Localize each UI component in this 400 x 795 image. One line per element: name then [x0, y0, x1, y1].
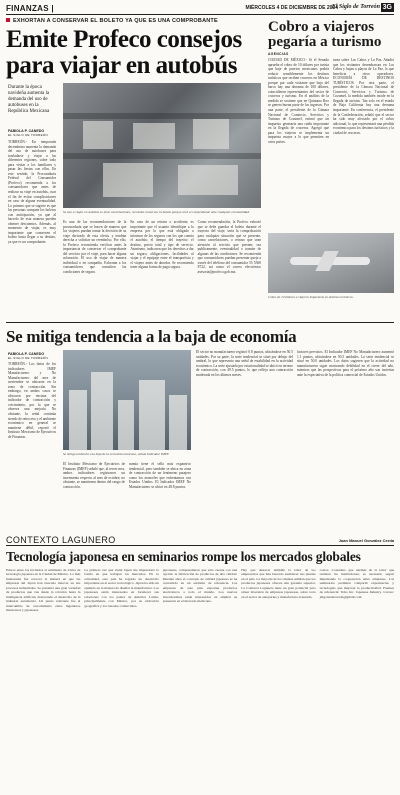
- column-text: Estuve entre los invitados al seminario de Cirtra de tecnología japonesa en la Ciudad de México. Lo más interesante fue conocer la manera en que las empresas del Japón han buscado innovar en sus procesos industriales. Se presentó una gran variedad de productos que van desde la robótica hasta la inteligencia artificial, destacando el desarrollo de la industria automotriz. Un punto relevante fue el intercambio de conocimiento entre ingenieros mexicanos y japoneses.: [6, 568, 81, 613]
- column-headline: Tecnología japonesa en seminarios rompe los mercados globales: [6, 549, 361, 564]
- column-text: japoneses, comprendieron que sólo cuenta con una opción: la fabricación de productos de alta calidad. Durante años el concepto de calidad japonesa se ha convertido en un estándar de referencia. Las empresas de este país exportan productos electrónicos a todo el mundo. Los nuevos inversionistas están interesados en ampliar su presencia en el mercado mexicano.: [162, 568, 238, 604]
- side-story-column: tarea sobre Los Cabos y La Paz. Añadió que los visitantes desembarcan en Los Cabos y bajan a playas de La Paz, lo que beneficia a otros operadores. ECONOMÍA DE DESTINOS TURÍSTICOS. Por otra parte, el presidente de la Cámara Nacional de Comercio, Servicios y Turismo de Cozumel, la medida también incide en la llegada de turistas. Tan solo en el estado de Baja California hay una derrama importante. En conferencia, el presidente de la Confederación, señaló que el sector ha sido muy afectado por el cobro adicional, lo que representará una pérdida económica para los destinos turísticos y la ciudad de cruceros.: [333, 58, 394, 135]
- column-body: [6, 568, 394, 613]
- column-text: La primera vez que visité Japón me impresionó la forma en que trabajan los mercados. En la actualidad, este país ha logrado un desarrollo importante en el sector tecnológico. Japón ha sido un ejemplo en la manera de diseñar la manufactura. Los japoneses están interesados en fortalecer sus relaciones con los países de América Latina, principalmente con México, por su ubicación geográfica y los tratados comerciales.: [84, 568, 159, 608]
- side-story-headline: Cobro a viajeros pegaría a turismo: [268, 19, 382, 50]
- main-story-headline: Emite Profeco consejos para viajar en autobús: [6, 26, 242, 79]
- main-story-column: Como recomendación, la Profeco exhortó que se debe guardar el boleto durante el trayecto del viaje, sería la comprobación para cualquier situación que se presente, como cancelaciones, o retraso que sean atención al servicio que presten; sea publicamente, eventualidad o tramite de algunas de las condiciones. Se recomienda que consumidores puedan presentar queja a través del teléfono del consumidor 55 5568 8722, así como el correo electrónico asesoria@profeco.gob.mx.: [197, 220, 261, 275]
- square-bullet-icon: [6, 18, 10, 22]
- main-story-columns: [63, 220, 261, 275]
- second-story-column: factores previstos. El Indicador IMEF No Manufacturero aumentó 1.1 puntos, ubicándose en 50.5 unidades. La serie tendencial se situó en 50.0 unidades. Los datos sugieren que la actividad no manufacturera sigue mostrando debilidad en el cierre del año, mientras que las perspectivas para el próximo año son inciertas ante la expectativa de la política comercial de Estados Unidos.: [297, 350, 394, 377]
- page-header: [6, 4, 394, 15]
- byline-author: FABIOLA P. CANEDO: [8, 352, 45, 356]
- photo-luggage: [83, 121, 113, 149]
- second-story-column: El Instituto Mexicano de Ejecutivos de Finanzas (IMEF) señaló que, al tercer mes, ambos indicadores registraron un incremento respecto al mes de octubre; no obstante, se mantienen dentro del rango de contracción.: [63, 462, 125, 489]
- side-story-column: CIUDAD DE MÉXICO.- Si el Senado aprueba el cobro de 10 dólares por turista que baje de puertos mexicanos podría reducir sensiblemente los destinos turísticos que reciben cruceros en México porque por cada visitante que baja del barco hay una derrama de 100 dólares, coincidieron representantes del sector de cruceros y turismo. En el análisis de la medida se sostiene que en Quintana Roo se genera buena parte de los ingresos. Por una parte, el presidente de la Cámara Nacional de Comercio, Servicios y Turismo de Cozumel, estimó que un impuesto generaría una caída importante en la llegada de cruceros. Agregó que para los viajeros se implementa un impuesto mayor a lo que permiten en otros países.: [268, 58, 329, 144]
- photo-building: [69, 390, 87, 450]
- main-story-kicker: [6, 18, 256, 24]
- section-divider: [6, 322, 394, 323]
- photo-luggage: [193, 119, 229, 149]
- kicker-text: EXHORTAN A CONSERVAR EL BOLETO YA QUE ES UNA COMPROBANTE: [13, 18, 218, 24]
- side-story-photo: [268, 233, 394, 293]
- newspaper-name: El Siglo de Torreón: [331, 4, 380, 10]
- main-story-column: Es una de las recomendaciones de la procuraduría que se hacen de manera que los viajeros puedan tomar la decisión de su viaje derivado de esta oferta, y tendrán derecha a solicitar un reembolso. Por ello, la Profeco recomienda verificar antes la importancia de conservar el comprobante del servicio por el viaje, para hacer alguna aclaración. El uso de viajar de manera individual o en compañía. Exhortan a los consumidores que consulten las condiciones de seguro.: [63, 220, 127, 275]
- photo-luggage: [133, 123, 175, 149]
- second-story-right-columns: [196, 350, 394, 377]
- side-story-source: AGENCIAS: [268, 52, 289, 56]
- byline-source: EL SIGLO DE TORREÓN: [8, 133, 48, 137]
- column-author: Juan Manuel González Cerda: [338, 538, 394, 543]
- main-story-photo-caption: Se van a viajar en autobús se tiene cancelaciones, recuerda conservar tu boleto porque será el comprobante ante cualquier eventualidad.: [63, 210, 250, 214]
- photo-building: [169, 395, 187, 450]
- second-story-column: El sector no manufacturero registró 0.8 puntos, ubicándose en 50.5 unidades. Por su parte, la serie tendencial se situó por debajo del umbral, lo que representa una señal de estabilidad en la actividad económica. La serie ajustada por estacionalidad se ubicó en terreno de contracción, con 49.5 puntos, lo que refleja una contracción moderada en los últimos meses.: [196, 350, 293, 377]
- column-section-name: CONTEXTO LAGUNERO: [6, 535, 116, 545]
- second-story-column: nomía tiene el sello más expansivo tendencial, pero también se ubica en zona de contracción de un fenómeno pasajero como los aranceles que enfrentamos con Estados Unidos. El Indicador IMEF No Manufacturero se ubicó en 48.8 puntos.: [129, 462, 191, 489]
- main-story-byline: [8, 129, 58, 137]
- second-story-byline: [8, 352, 48, 360]
- second-story-text-left: TORREÓN.- Los datos de los indicadores IMEF Manufacturero y No Manufacturero del mes de noviembre se ubicaron en la zona de contracción. Sin embargo, en ambos casos se ubicaron por encima del indicador de contracción y crecimiento, por lo que se observa una mejoría. No obstante, la señal continúa siendo de retroceso y el ambiente económico en general se mantiene débil, reportó el Instituto Mexicano de Ejecutivos de Finanzas.: [8, 362, 56, 439]
- page-number: 3G: [382, 4, 392, 11]
- section-name: FINANZAS |: [6, 4, 54, 13]
- byline-source: EL SIGLO DE TORREÓN: [8, 356, 48, 360]
- second-story-photo: [63, 350, 191, 450]
- photo-building: [118, 400, 134, 450]
- photo-luggage: [178, 165, 238, 195]
- main-story-column: En caso de un retraso o accidente, es importante que el usuario identifique a la empresa por lo que está obligado a informar de los seguros con los que cuenta el autobús; el tiempo del trayecto; el destino, precio total y tipo de servicio. Asimismo, indicaron que los derechos a dar un seguro, obligaciones, facilidades al viajar y el equipaje entre el transportista y el viajero antes de abordar. Se recomienda tener alguna forma de pago segura.: [130, 220, 194, 270]
- column-text: costos. Considero que además de la labor que realizan las instituciones, es necesario seguir impulsando la cooperación entre empresas. Los seminarios permiten compartir experiencias y tecnologías que mejoran la productividad. Fuentes de referencia: Toho Inc. Japanese Industry. Correo: jmgonzalezcerda@gmail.com: [319, 568, 395, 599]
- second-story-photo-caption: Se mitiga tendencia a la baja de la economía mexicana, señala Indicador IMEF.: [63, 452, 170, 456]
- main-story-photo: [63, 83, 261, 208]
- photo-shelf: [63, 153, 261, 159]
- issue-date: MIÉRCOLES 4 DE DICIEMBRE DE 2024: [245, 5, 338, 11]
- photo-building: [139, 380, 165, 450]
- photo-building: [91, 372, 113, 450]
- photo-luggage: [103, 163, 153, 197]
- side-story-photo-caption: Cobro de 10 dólares a viajeros impactaría en destinos turísticos.: [268, 295, 354, 299]
- column-text: Hay que destacar también la labor de los empresarios que han buscado establecer sus plantas en el país. La mayoría de los clientes señalan que los productos japoneses ofrecen una garantía superior. La Comarca Lagunera tiene un gran potencial para atraer inversión de empresas japonesas, sobre todo en el sector de autopartes y manufactura avanzada.: [241, 568, 316, 599]
- main-story-subhead: Durante la época navideña aumenta la demanda del uso de autobuses en la República Mexicana: [8, 85, 50, 114]
- second-story-headline: Se mitiga tendencia a la baja de economía: [6, 327, 297, 346]
- column-section-bar: [6, 535, 394, 546]
- main-story-text-left: TORREÓN.- En temporada decembrina aumenta la demanda del uso de autobuses para trasladarse y viajar a las diferentes regiones, sobre todo para visitar a los familiares y pasar las fiestas con ellos. En este sentido, la Procuraduría Federal del Consumidor (Profeco) recomienda a los consumidores que antes de realizar su viaje en autobús, cuar el fin de evitar complicaciones en caso de alguna eventualidad. Lo primero que se sugiere es que las personas compren los boletos con anticipación, ya que al hacerlo de esta manera pueden obtener descuentos. Además, al momento de viajar, es muy importante que conserven el boleto hasta llegar a su destino, ya que es un comprobante.: [8, 140, 56, 245]
- byline-author: FABIOLA P. CANEDO: [8, 129, 45, 133]
- photo-shelf: [63, 113, 261, 119]
- second-story-under-columns: [63, 462, 191, 489]
- side-story-columns: [268, 58, 394, 144]
